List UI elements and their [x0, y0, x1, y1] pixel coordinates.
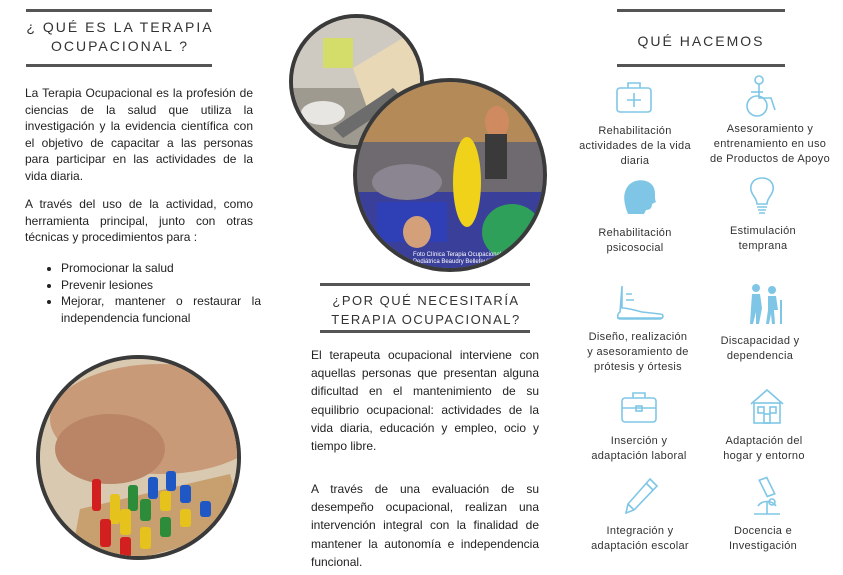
service-item: [572, 330, 704, 375]
service-item: [710, 524, 816, 554]
middle-title-line2: TERAPIA OCUPACIONAL?: [331, 312, 521, 327]
bullet-item: • Prevenir lesiones: [61, 277, 261, 294]
left-section-title: [20, 18, 220, 56]
service-label: Estimulación: [730, 225, 796, 237]
sneaker-icon: [614, 282, 666, 324]
service-label: diaria: [620, 155, 650, 167]
service-item: [705, 334, 815, 364]
service-label: Rehabilitación: [598, 125, 672, 137]
service-item: [578, 524, 702, 554]
briefcase-icon: [619, 388, 659, 426]
photo-caption: [413, 252, 501, 266]
middle-title-line1: ¿POR QUÉ NECESITARÍA: [332, 293, 520, 308]
pencil-icon: [622, 476, 660, 516]
bullet-item: • Promocionar la salud: [61, 260, 261, 277]
service-label: Integración y: [606, 525, 674, 537]
service-label: Investigación: [728, 540, 798, 552]
middle-title-top-rule: [320, 283, 530, 286]
lightbulb-icon: [747, 175, 777, 217]
service-label: entrenamiento en uso: [713, 138, 827, 150]
service-label: Inserción y: [610, 435, 668, 447]
service-label: adaptación escolar: [591, 540, 689, 552]
service-item: [708, 434, 820, 464]
peg-board-illustration: [40, 359, 241, 560]
service-label: Docencia e: [733, 525, 793, 537]
service-label: Asesoramiento y: [726, 123, 814, 135]
service-label: y asesoramiento de: [587, 346, 689, 358]
service-label: Discapacidad y: [720, 335, 800, 347]
wheelchair-icon: [741, 74, 783, 120]
service-item: [710, 224, 816, 254]
middle-title-bottom-rule: [320, 330, 530, 333]
service-label: actividades de la vida: [579, 140, 691, 152]
right-section-title: QUÉ HACEMOS: [637, 33, 765, 49]
middle-para-1: El terapeuta ocupacional interviene con aquellas personas que presentan alguna dificultad en el mantenimiento de su equilibrio ocupacional: actividades de la vida diaria, educación y empleo, ocio y tiempo libre.: [311, 348, 539, 454]
left-title-top-rule: [26, 9, 212, 12]
microscope-icon: [748, 474, 786, 518]
service-label: prótesis y órtesis: [594, 361, 682, 373]
service-label: de Productos de Apoyo: [709, 153, 831, 165]
elderly-couple-icon: [744, 282, 784, 324]
left-title-bottom-rule: [26, 64, 212, 67]
service-label: adaptación laboral: [591, 450, 687, 462]
service-label: Adaptación del: [725, 435, 803, 447]
head-profile-icon: [618, 174, 660, 218]
left-title-line2: OCUPACIONAL ?: [50, 38, 190, 54]
service-item: [700, 122, 840, 167]
photo-caption-line2: Pediátrica Beaudry Bellefeuille: [413, 259, 495, 265]
service-label: temprana: [738, 240, 788, 252]
bullet-item: • Mejorar, mantener o restaurar la independencia funcional: [61, 293, 261, 326]
service-item: [570, 124, 700, 169]
sensory-room-photo: [353, 78, 547, 272]
service-label: dependencia: [726, 350, 794, 362]
middle-section-title: [315, 291, 537, 329]
service-label: psicosocial: [606, 242, 664, 254]
sensory-room-illustration: [357, 82, 547, 272]
service-label: Diseño, realización: [588, 331, 688, 343]
left-bullet-list: [45, 260, 261, 326]
left-para-2: A través del uso de la actividad, como herramienta principal, junto con otras técnicas y procedimientos para :: [25, 197, 253, 244]
service-item: [580, 434, 698, 464]
peg-board-photo: [36, 355, 241, 560]
photo-caption-line1: Foto Clínica Terapia Ocupacional: [413, 252, 502, 258]
service-item: [580, 226, 690, 256]
right-title-top-rule: [617, 9, 785, 12]
first-aid-kit-icon: [613, 76, 655, 118]
middle-para-2: A través de una evaluación de su desempeño ocupacional, realizan una intervención integral con la finalidad de mantener la autonomía e independencia funcional.: [311, 482, 539, 569]
service-label: Rehabilitación: [598, 227, 672, 239]
left-para-1: La Terapia Ocupacional es la profesión de ciencias de la salud que utiliza la investigación y la evidencia científica con el objetivo de capacitar a las personas para participar en las actividades de la vida diaria.: [25, 86, 253, 183]
right-title-bottom-rule: [617, 64, 785, 67]
house-icon: [748, 386, 786, 426]
left-title-line1: ¿ QUÉ ES LA TERAPIA: [26, 19, 214, 35]
service-label: hogar y entorno: [723, 450, 805, 462]
